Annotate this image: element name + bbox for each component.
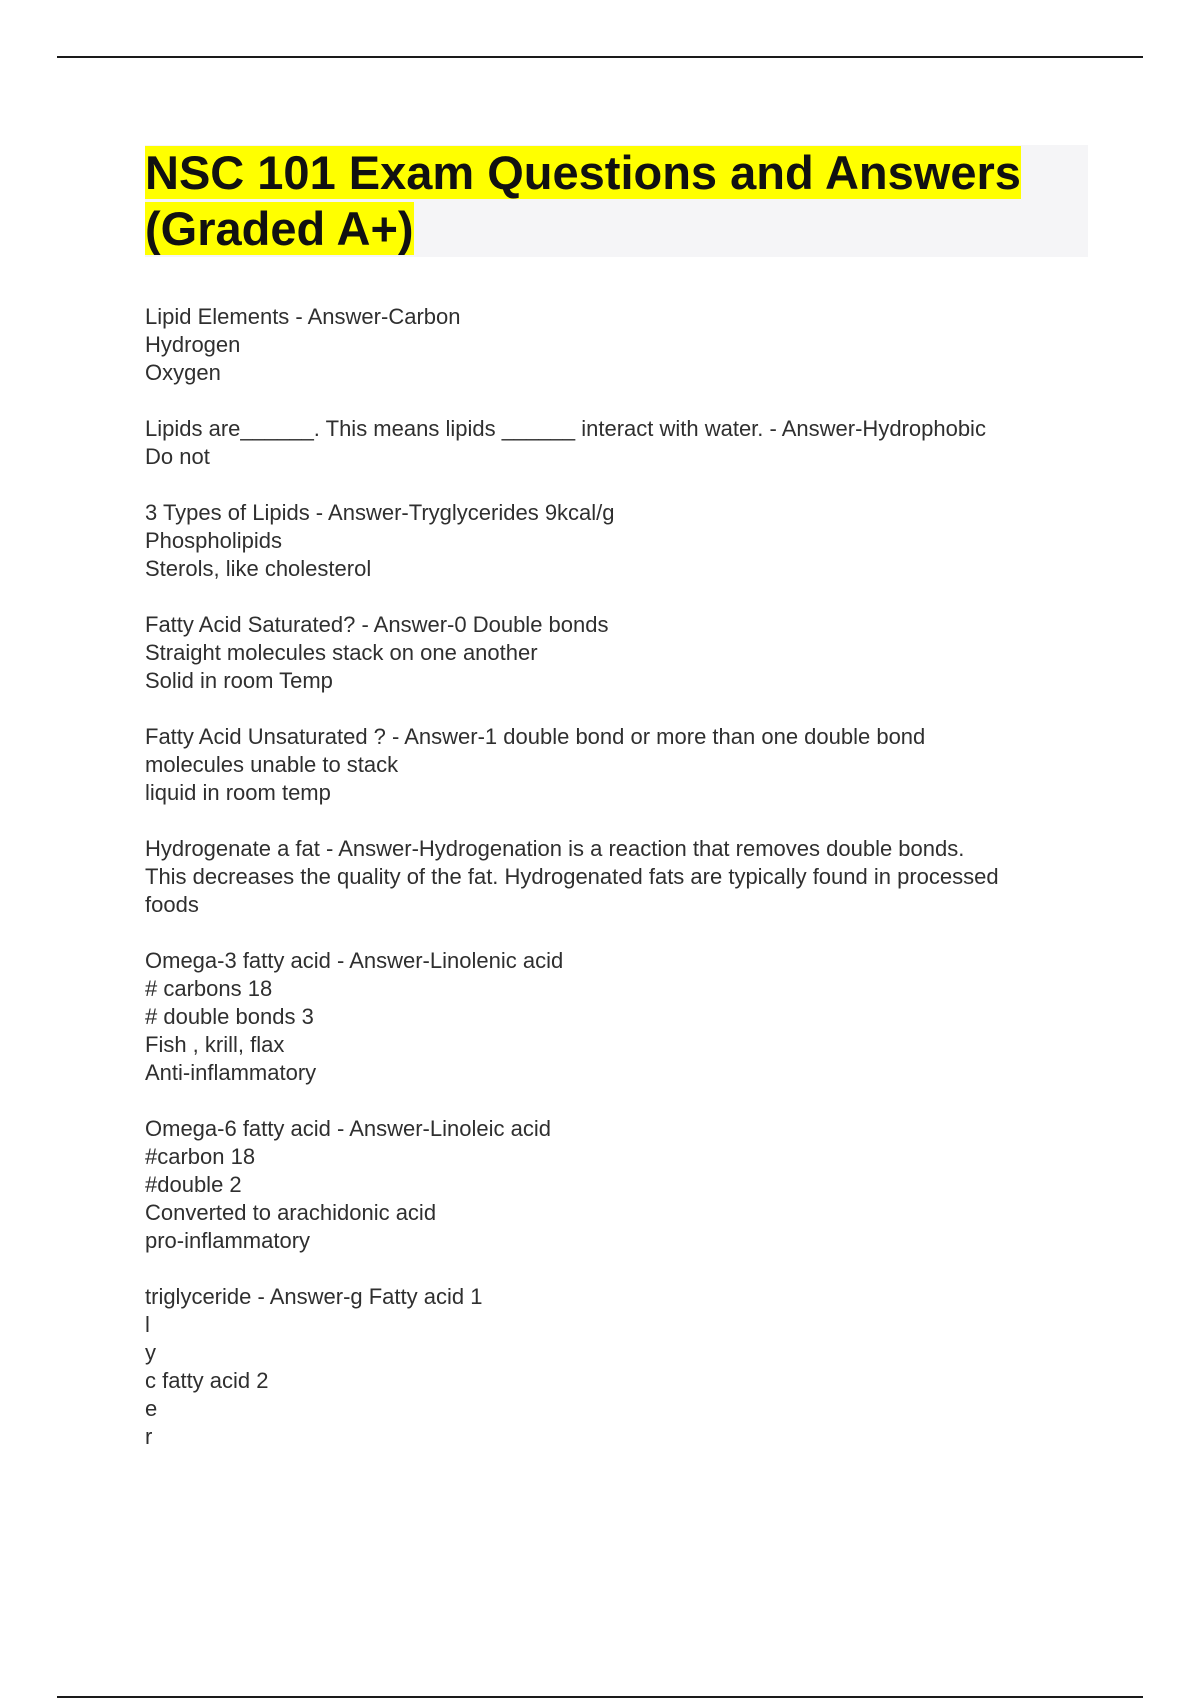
qa-entry <box>145 499 1105 583</box>
qa-entry <box>145 1283 1105 1451</box>
qa-line: Anti-inflammatory <box>145 1060 317 1085</box>
qa-line: Straight molecules stack on one another <box>145 640 538 665</box>
qa-line: foods <box>145 892 199 917</box>
qa-line: Oxygen <box>145 360 221 385</box>
document-title <box>145 145 1088 257</box>
qa-entry <box>145 611 1105 695</box>
top-rule <box>57 56 1143 58</box>
qa-line: #double 2 <box>145 1172 242 1197</box>
qa-line: #carbon 18 <box>145 1144 256 1169</box>
qa-line: Hydrogenate a fat - Answer-Hydrogenation is a reaction that removes double bonds. <box>145 836 965 861</box>
title-line-1: NSC 101 Exam Questions and Answers <box>145 146 1021 199</box>
qa-line: # carbons 18 <box>145 976 273 1001</box>
qa-line: r <box>145 1424 153 1449</box>
qa-entry <box>145 947 1105 1087</box>
qa-line: Phospholipids <box>145 528 282 553</box>
qa-line: Converted to arachidonic acid <box>145 1200 437 1225</box>
qa-line: Do not <box>145 444 210 469</box>
qa-line: Fatty Acid Saturated? - Answer-0 Double bonds <box>145 612 609 637</box>
qa-entry <box>145 723 1105 807</box>
qa-line: 3 Types of Lipids - Answer-Tryglycerides 9kcal/g <box>145 500 615 525</box>
qa-entry <box>145 835 1105 919</box>
qa-line: Fatty Acid Unsaturated ? - Answer-1 double bond or more than one double bond <box>145 724 926 749</box>
qa-line: triglyceride - Answer-g Fatty acid 1 <box>145 1284 483 1309</box>
title-block <box>145 145 1088 257</box>
qa-line: # double bonds 3 <box>145 1004 314 1029</box>
qa-line: e <box>145 1396 158 1421</box>
bottom-rule <box>57 1696 1143 1698</box>
qa-entry <box>145 1115 1105 1255</box>
qa-line: This decreases the quality of the fat. Hydrogenated fats are typically found in processed <box>145 864 999 889</box>
qa-line: c fatty acid 2 <box>145 1368 269 1393</box>
qa-list <box>145 303 1105 1479</box>
qa-line: pro-inflammatory <box>145 1228 311 1253</box>
qa-entry <box>145 303 1105 387</box>
title-line-2: (Graded A+) <box>145 202 414 255</box>
qa-line: Omega-3 fatty acid - Answer-Linolenic acid <box>145 948 564 973</box>
qa-line: Lipids are______. This means lipids ______ interact with water. - Answer-Hydrophobic <box>145 416 986 441</box>
qa-line: Omega-6 fatty acid - Answer-Linoleic acid <box>145 1116 551 1141</box>
qa-line: molecules unable to stack <box>145 752 399 777</box>
qa-line: Lipid Elements - Answer-Carbon <box>145 304 461 329</box>
qa-entry <box>145 415 1105 471</box>
qa-line: l <box>145 1312 150 1337</box>
qa-line: y <box>145 1340 156 1365</box>
qa-line: Sterols, like cholesterol <box>145 556 372 581</box>
qa-line: Hydrogen <box>145 332 241 357</box>
qa-line: liquid in room temp <box>145 780 331 805</box>
qa-line: Solid in room Temp <box>145 668 333 693</box>
qa-line: Fish , krill, flax <box>145 1032 285 1057</box>
